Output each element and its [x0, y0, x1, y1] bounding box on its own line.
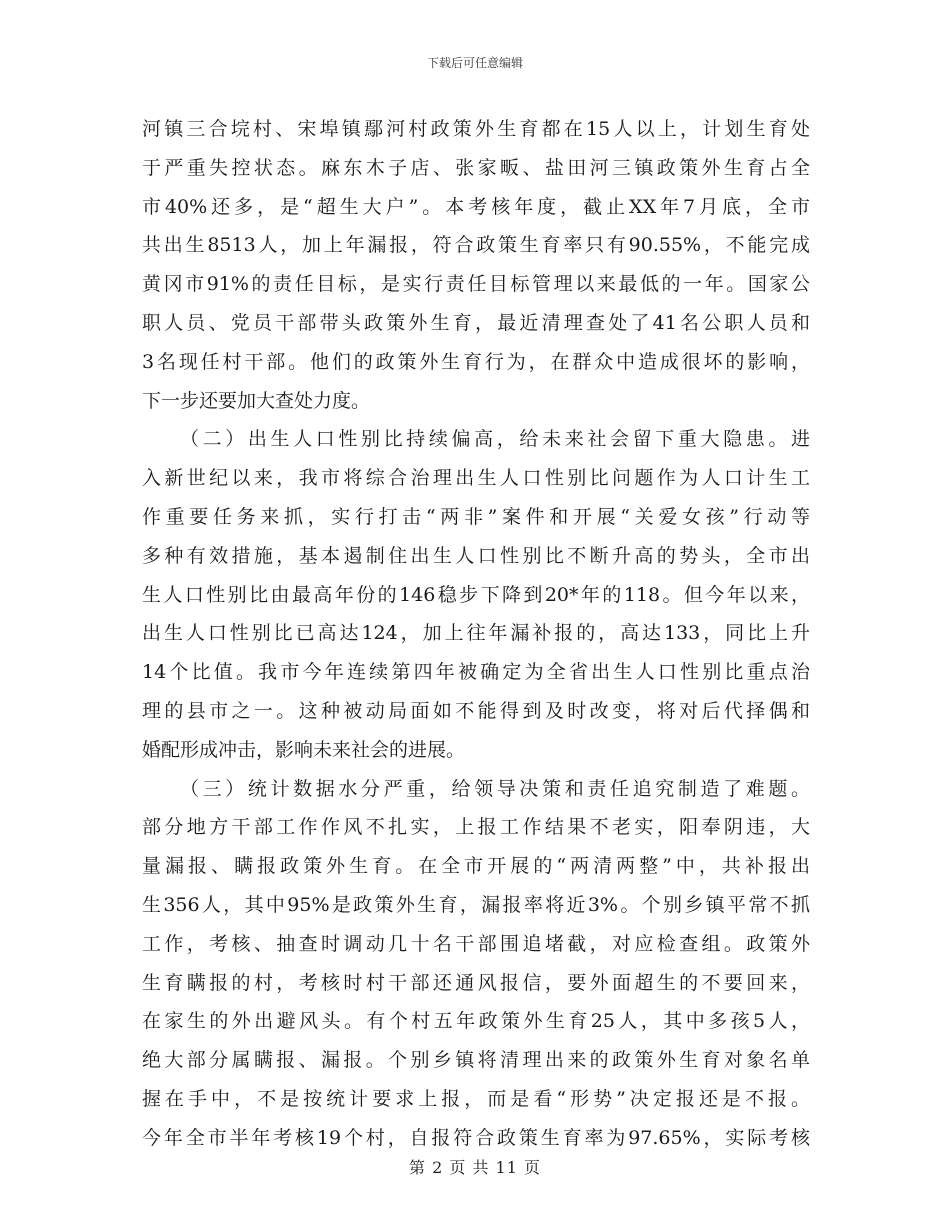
text-line: 3名现任村干部。他们的政策外生育行为，在群众中造成很坏的影响，	[142, 350, 810, 373]
text-line: 市40%还多，是“超生大户”。本考核年度，截止XX年7月底，全市	[142, 195, 810, 218]
text-line: 生人口性别比由最高年份的146稳步下降到20*年的118。但今年以来，	[142, 583, 810, 606]
text-line: 于严重失控状态。麻东木子店、张家畈、盐田河三镇政策外生育占全	[142, 156, 810, 179]
text-line: 生356人，其中95%是政策外生育，漏报率将近3%。个别乡镇平常不抓	[142, 893, 810, 916]
text-line: 多种有效措施，基本遏制住出生人口性别比不断升高的势头，全市出	[142, 544, 810, 567]
paragraph-start-line: （二）出生人口性别比持续偏高，给未来社会留下重大隐患。进	[180, 428, 810, 451]
text-line: 部分地方干部工作作风不扎实，上报工作结果不老实，阳奉阴违，大	[142, 816, 810, 839]
text-line: 工作，考核、抽查时调动几十名干部围追堵截，对应检查组。政策外	[142, 932, 810, 955]
text-line: 今年全市半年考核19个村，自报符合政策生育率为97.65%，实际考核	[142, 1126, 810, 1149]
text-line: 下一步还要加大查处力度。	[142, 389, 371, 412]
text-line: 14个比值。我市今年连续第四年被确定为全省出生人口性别比重点治	[142, 661, 810, 684]
text-line: 作重要任务来抓，实行打击“两非”案件和开展“关爱女孩”行动等	[142, 505, 810, 528]
text-line: 共出生8513人，加上年漏报，符合政策生育率只有90.55%，不能完成	[142, 234, 810, 257]
text-line: 理的县市之一。这种被动局面如不能得到及时改变，将对后代择偶和	[142, 699, 810, 722]
page-number: 第 2 页 共 11 页	[409, 1158, 541, 1177]
text-line: 职人员、党员干部带头政策外生育，最近清理查处了41名公职人员和	[142, 311, 810, 334]
page-footer	[0, 1155, 950, 1178]
text-line: 量漏报、瞒报政策外生育。在全市开展的“两清两整”中，共补报出	[142, 855, 810, 878]
text-line: 绝大部分属瞒报、漏报。个别乡镇将清理出来的政策外生育对象名单	[142, 1049, 810, 1072]
text-line: 握在手中，不是按统计要求上报，而是看“形势”决定报还是不报。	[142, 1087, 810, 1110]
text-line: 黄冈市91%的责任目标，是实行责任目标管理以来最低的一年。国家公	[142, 273, 810, 296]
header-note: 下载后可任意编辑	[426, 56, 523, 70]
text-line: 婚配形成冲击，影响未来社会的进展。	[142, 738, 466, 761]
page-header	[0, 54, 950, 71]
text-line: 生育瞒报的村，考核时村干部还通风报信，要外面超生的不要回来，	[142, 971, 810, 994]
text-line: 出生人口性别比已高达124，加上往年漏补报的，高达133，同比上升	[142, 622, 810, 645]
text-line: 入新世纪以来，我市将综合治理出生人口性别比问题作为人口计生工	[142, 467, 810, 490]
document-body	[142, 110, 810, 1158]
paragraph-start-line: （三）统计数据水分严重，给领导决策和责任追究制造了难题。	[180, 777, 810, 800]
text-line: 河镇三合垸村、宋埠镇鄢河村政策外生育都在15人以上，计划生育处	[142, 118, 810, 140]
text-line: 在家生的外出避风头。有个村五年政策外生育25人，其中多孩5人，	[142, 1010, 810, 1033]
